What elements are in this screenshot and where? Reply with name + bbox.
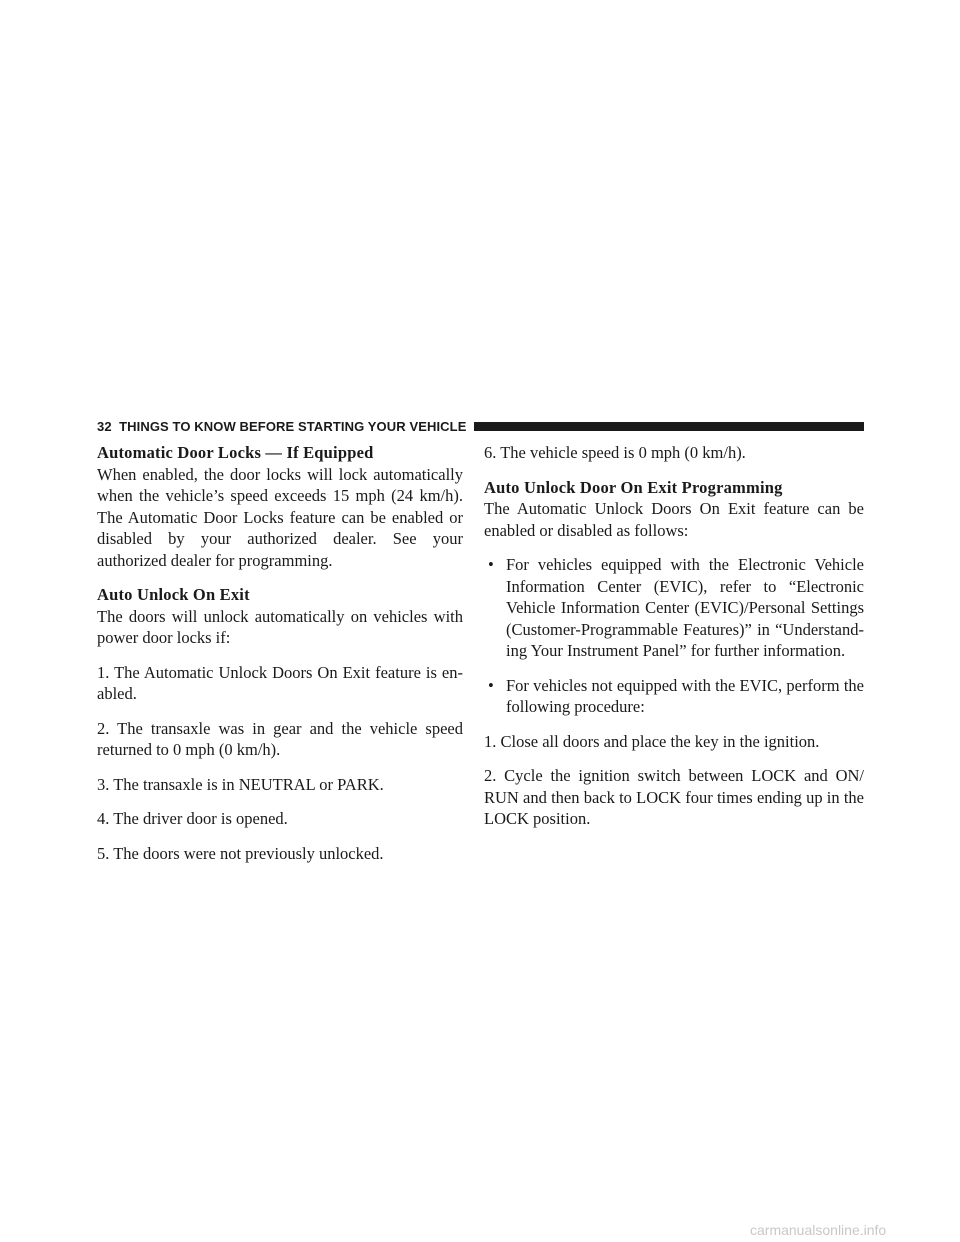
list-item: 5. The doors were not previously unlocked.: [97, 843, 384, 863]
heading-automatic-door-locks: Automatic Door Locks — If Equipped: [97, 443, 374, 462]
page-number: 32: [97, 418, 112, 434]
paragraph-auto-unlock-programming: The Automatic Unlock Doors On Exit feature can be enabled or disabled as follows:: [484, 499, 864, 540]
bullet-text: For vehicles equipped with the Electronic Vehicle Information Center (EVIC), refer to “Electronic Vehicle Information Center (EVIC)/Personal Settings (Customer-Programmable Features)” in “Understand-ing Your Instrument Panel” for further information.: [506, 555, 864, 660]
list-item: 2. The transaxle was in gear and the vehicle speed returned to 0 mph (0 km/h).: [97, 718, 463, 759]
list-item: 6. The vehicle speed is 0 mph (0 km/h).: [484, 443, 746, 462]
list-item: 1. Close all doors and place the key in the ignition.: [484, 731, 820, 751]
running-header: [97, 416, 864, 436]
header-rule: [474, 422, 864, 431]
right-column: [484, 442, 864, 830]
list-item: 3. The transaxle is in NEUTRAL or PARK.: [97, 774, 384, 794]
bullet-item: [484, 675, 864, 718]
bullet-icon: •: [488, 675, 494, 695]
bullet-icon: •: [488, 555, 494, 574]
list-item: 1. The Automatic Unlock Doors On Exit feature is en-abled.: [97, 662, 463, 703]
paragraph-auto-unlock-on-exit: The doors will unlock automatically on vehicles with power door locks if:: [97, 606, 463, 647]
heading-auto-unlock-on-exit: Auto Unlock On Exit: [97, 585, 250, 604]
paragraph-automatic-door-locks: When enabled, the door locks will lock automatically when the vehicle’s speed exceeds 15 mph (24 km/h). The Automatic Door Locks feature can be enabled or disabled by your authorized dealer. See your authorized dealer for programming.: [97, 464, 463, 570]
bullet-text: For vehicles not equipped with the EVIC, perform the following procedure:: [506, 675, 864, 716]
running-title: THINGS TO KNOW BEFORE STARTING YOUR VEHICLE: [119, 418, 467, 434]
watermark: carmanualsonline.info: [750, 1222, 887, 1238]
list-item: 4. The driver door is opened.: [97, 809, 288, 828]
list-item: 2. Cycle the ignition switch between LOCK and ON/ RUN and then back to LOCK four times ending up in the LOCK position.: [484, 766, 864, 828]
heading-auto-unlock-programming: Auto Unlock Door On Exit Programming: [484, 477, 783, 497]
left-column: [97, 442, 463, 864]
bullet-item: [484, 554, 864, 662]
header-title: [97, 419, 466, 434]
